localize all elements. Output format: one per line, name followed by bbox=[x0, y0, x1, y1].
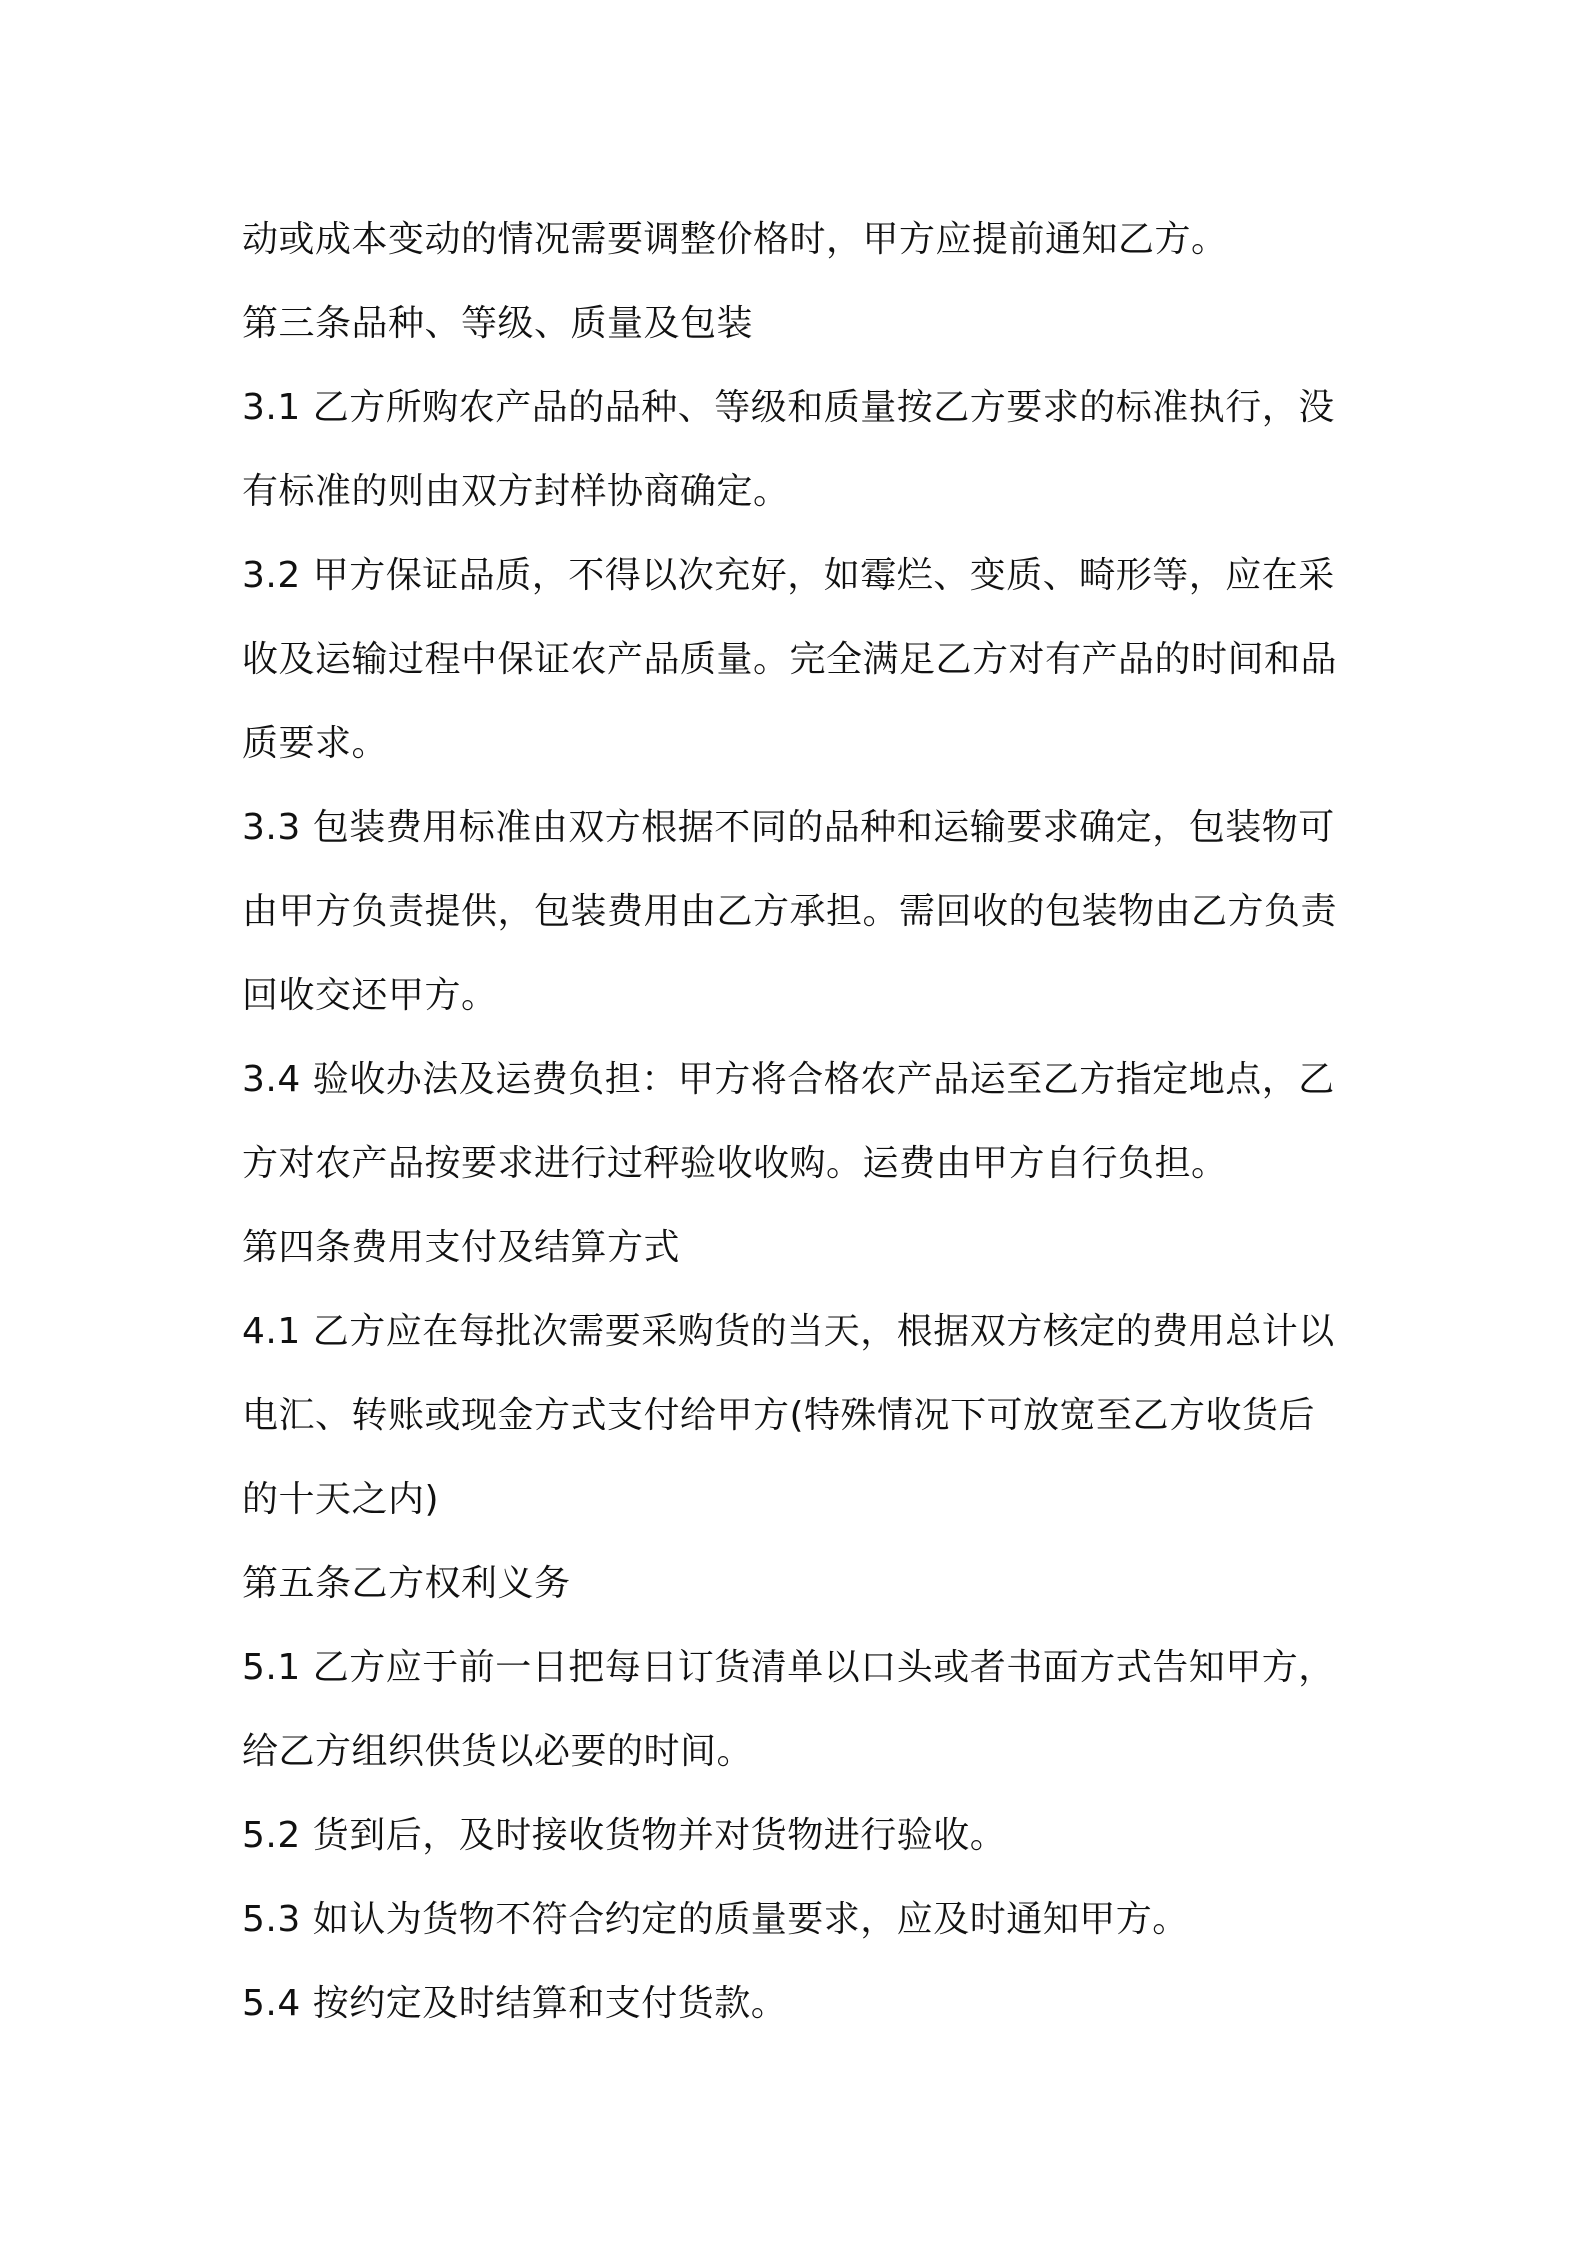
text-line: 的十天之内) bbox=[242, 1479, 440, 1520]
text-line: 4.1 乙方应在每批次需要采购货的当天，根据双方核定的费用总计以 bbox=[242, 1311, 1335, 1352]
text-line: 动或成本变动的情况需要调整价格时，甲方应提前通知乙方。 bbox=[242, 219, 1228, 260]
text-line: 3.4 验收办法及运费负担：甲方将合格农产品运至乙方指定地点，乙 bbox=[242, 1059, 1335, 1100]
text-line: 3.3 包装费用标准由双方根据不同的品种和运输要求确定，包装物可 bbox=[242, 807, 1335, 848]
text-line: 电汇、转账或现金方式支付给甲方(特殊情况下可放宽至乙方收货后 bbox=[242, 1395, 1316, 1436]
text-line: 由甲方负责提供，包装费用由乙方承担。需回收的包装物由乙方负责 bbox=[242, 891, 1338, 932]
section-heading: 第三条品种、等级、质量及包装 bbox=[242, 303, 754, 344]
text-line: 收及运输过程中保证农产品质量。完全满足乙方对有产品的时间和品 bbox=[242, 639, 1338, 680]
text-line: 5.3 如认为货物不符合约定的质量要求，应及时通知甲方。 bbox=[242, 1899, 1189, 1940]
text-line: 5.2 货到后，及时接收货物并对货物进行验收。 bbox=[242, 1815, 1007, 1856]
section-heading: 第五条乙方权利义务 bbox=[242, 1563, 571, 1604]
text-line: 3.1 乙方所购农产品的品种、等级和质量按乙方要求的标准执行，没 bbox=[242, 387, 1335, 428]
text-line: 有标准的则由双方封样协商确定。 bbox=[242, 471, 790, 512]
text-line: 给乙方组织供货以必要的时间。 bbox=[242, 1731, 754, 1772]
text-line: 5.4 按约定及时结算和支付货款。 bbox=[242, 1983, 788, 2024]
text-line: 方对农产品按要求进行过秤验收收购。运费由甲方自行负担。 bbox=[242, 1143, 1228, 1184]
text-line: 5.1 乙方应于前一日把每日订货清单以口头或者书面方式告知甲方， bbox=[242, 1647, 1335, 1688]
text-line: 质要求。 bbox=[242, 723, 389, 764]
text-line: 回收交还甲方。 bbox=[242, 975, 498, 1016]
section-heading: 第四条费用支付及结算方式 bbox=[242, 1227, 681, 1268]
text-line: 3.2 甲方保证品质，不得以次充好，如霉烂、变质、畸形等，应在采 bbox=[242, 555, 1335, 596]
document-body bbox=[242, 198, 1372, 2046]
